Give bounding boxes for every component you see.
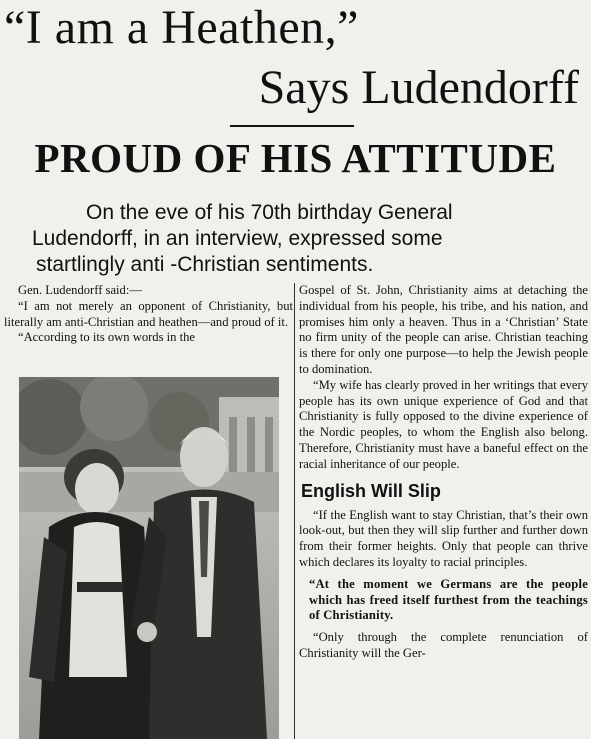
photograph bbox=[19, 377, 279, 739]
article-paragraph: “Only through the complete renunciation of Christianity will the Ger- bbox=[299, 630, 588, 660]
article-paragraph: Gen. Ludendorff said:— bbox=[18, 283, 142, 297]
column-divider bbox=[294, 283, 295, 739]
article-paragraph: “According to its own words in the bbox=[18, 330, 195, 345]
article-paragraph: Gospel of St. John, Christianity aims at detaching the individual from his people, his tribe, and his nation, and promises him only a heaven. Thus in a ‘Christian’ State no firm unity of the people can arise. Christian teaching is there for only one purpose—to help the Jewish people to domination. bbox=[299, 283, 588, 376]
section-subhead: English Will Slip bbox=[301, 480, 441, 501]
article-paragraph: “I am not merely an opponent of Christianity, but literally am anti-Christian and heathen—and proud of it. bbox=[4, 298, 293, 329]
right-column bbox=[299, 283, 588, 662]
subheadline: PROUD OF HIS ATTITUDE bbox=[34, 135, 557, 181]
lede-line-3: startlingly anti -Christian sentiments. bbox=[36, 253, 374, 276]
headline-divider bbox=[230, 125, 354, 127]
lede-paragraph bbox=[30, 200, 570, 278]
left-column bbox=[4, 283, 293, 346]
headline-line-2: Says Ludendorff bbox=[258, 61, 579, 114]
article-paragraph: “If the English want to stay Christian, that’s their own look-out, but then they will slip further and further down from their former heights. Only that people can thrive which declares its loyalty to racial principles. bbox=[299, 507, 588, 569]
lede-line-2: Ludendorff, in an interview, expressed some bbox=[32, 227, 443, 250]
lede-line-1: On the eve of his 70th birthday General bbox=[86, 201, 453, 224]
headline-line-1: “I am a Heathen,” bbox=[4, 1, 359, 54]
photograph-icon bbox=[19, 377, 279, 739]
article-paragraph: “My wife has clearly proved in her writings that every people has its own unique experience of God and that Christianity is fully opposed to the divine experience of the Nordic peoples, to whom the English also belong. Therefore, Christianity must have a baneful effect on the racial inheritance of our people. bbox=[299, 377, 588, 471]
article-paragraph-bold: “At the moment we Germans are the people which has freed itself furthest from the teachings of Christianity. bbox=[309, 576, 588, 623]
